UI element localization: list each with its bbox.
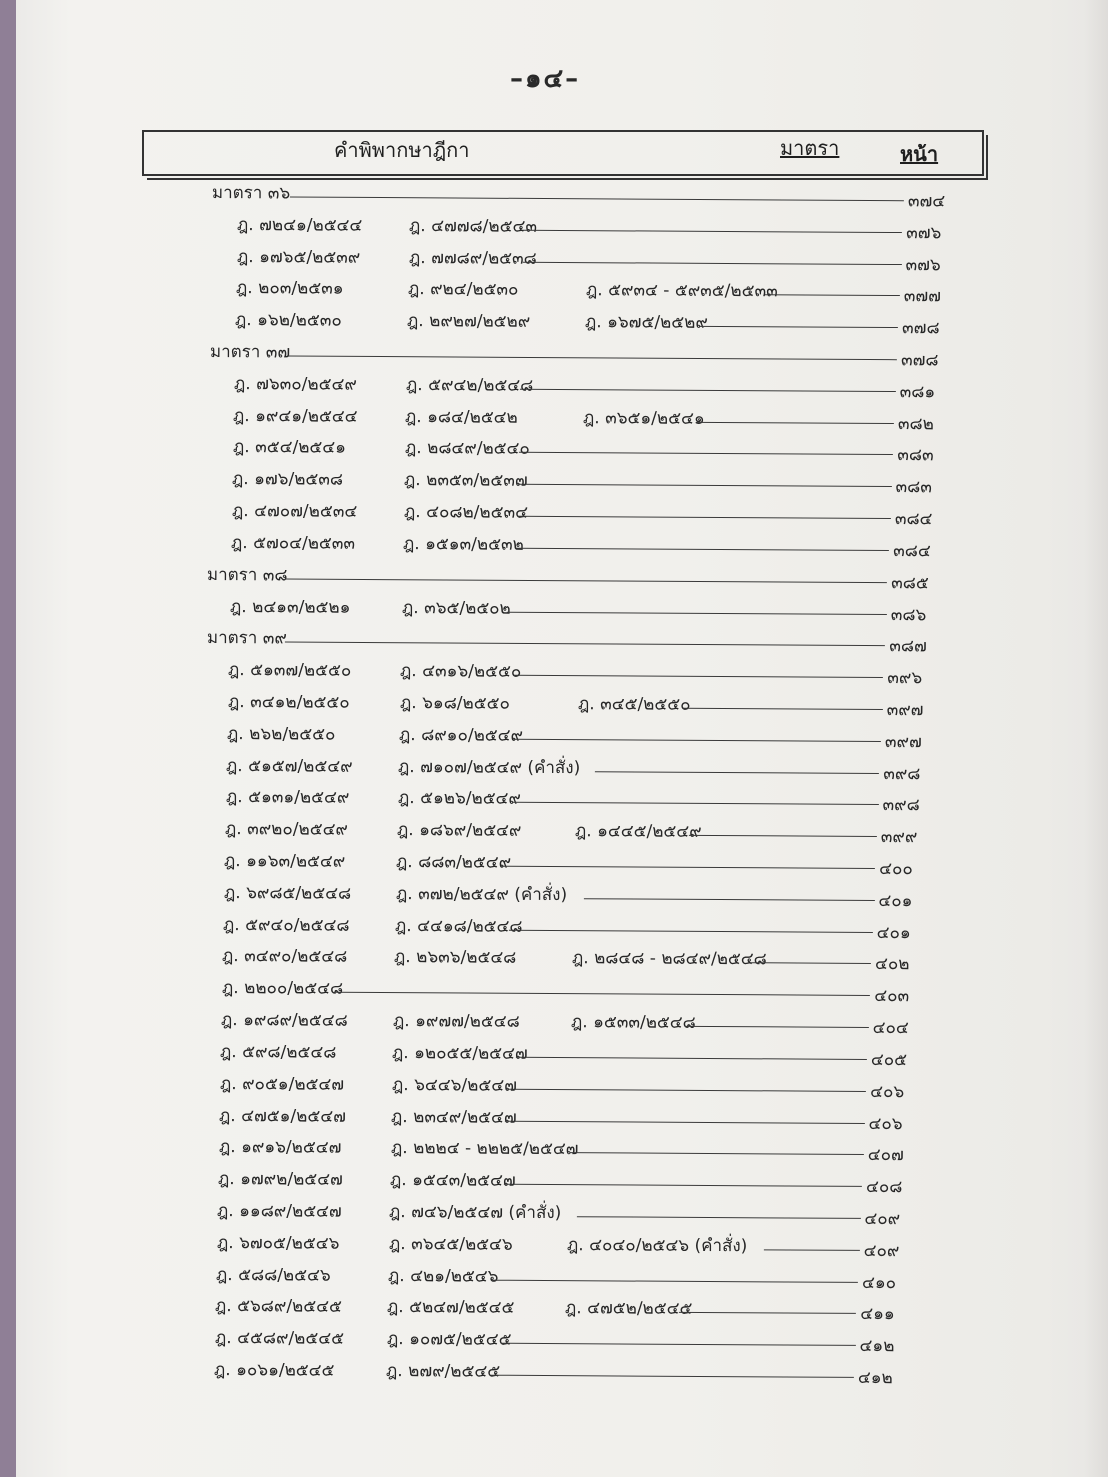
leader-line — [509, 929, 872, 932]
case-citation: ฎ. ๔๗๕๒/๒๕๔๕ — [565, 1298, 693, 1320]
case-citation: ฎ. ๓๖๔๕/๒๕๔๖ — [388, 1233, 513, 1255]
case-citation: ฎ. ๒๘๔๙/๒๕๔๐ — [404, 438, 530, 460]
case-row — [227, 721, 945, 755]
page-reference: ๓๙๘ — [883, 763, 921, 784]
case-citation: ฎ. ๑๙๗๗/๒๕๔๘ — [392, 1011, 520, 1032]
case-row — [233, 434, 958, 468]
leader-line — [505, 1120, 864, 1123]
page-reference: ๔๐๖ — [868, 1113, 903, 1134]
case-citation: ฎ. ๕๘๘/๒๕๔๖ — [215, 1264, 331, 1286]
case-citation: ฎ. ๗๖๓๐/๒๕๔๙ — [233, 373, 357, 395]
case-citation: ฎ. ๔๐๘๒/๒๕๓๔ — [403, 502, 528, 523]
case-citation: ฎ. ๑๑๘๙/๒๕๔๗ — [217, 1200, 343, 1222]
case-citation: ฎ. ๑๙๑๖/๒๕๔๗ — [218, 1137, 342, 1159]
case-citation: ฎ. ๗๔๖/๒๕๔๗ (คำสั่ง) — [389, 1201, 562, 1224]
page-reference: ๔๐๔ — [872, 1018, 909, 1039]
case-row — [231, 498, 954, 532]
case-row — [227, 689, 946, 723]
case-row — [218, 1134, 927, 1168]
case-citation: ฎ. ๙๒๔/๒๕๓๐ — [407, 279, 519, 301]
leader-line — [289, 196, 903, 201]
case-citation: ฎ. ๑๙๘๙/๒๕๔๘ — [220, 1010, 348, 1031]
leader-line — [518, 484, 891, 487]
case-citation: ฎ. ๑๘๔/๒๕๔๒ — [405, 406, 519, 428]
case-row — [214, 1357, 918, 1391]
case-citation: ฎ. ๕๑๒๖/๒๕๔๙ — [397, 788, 521, 810]
section-label: มาตรา ๓๙ — [206, 628, 287, 649]
case-row — [228, 657, 948, 691]
leader-line — [595, 771, 879, 774]
case-citation: ฎ. ๒๐๓/๒๕๓๑ — [235, 278, 344, 300]
leader-line — [506, 1088, 866, 1091]
case-citation: ฎ. ๓๗๒/๒๕๔๙ (คำสั่ง) — [395, 883, 567, 905]
case-row — [223, 912, 937, 946]
case-citation: ฎ. ๒๓๔๙/๒๕๔๗ — [391, 1106, 517, 1128]
case-citation: ฎ. ๓๕๔/๒๕๔๑ — [232, 437, 346, 459]
leader-line — [683, 708, 883, 710]
case-citation: ฎ. ๒๔๑๓/๒๕๒๑ — [229, 596, 351, 618]
page-reference: ๓๙๙ — [880, 827, 918, 848]
case-citation: ฎ. ๔๒๑/๒๕๔๖ — [387, 1265, 499, 1287]
case-row — [231, 530, 953, 564]
leader-line — [765, 295, 900, 297]
case-citation: ฎ. ๑๖๗๕/๒๕๒๙ — [585, 312, 709, 334]
case-row — [224, 880, 939, 914]
case-citation: ฎ. ๕๗๐๔/๒๕๓๓ — [230, 532, 355, 554]
page-reference: ๓๘๓ — [895, 477, 933, 498]
page-reference: ๓๘๒ — [898, 413, 935, 434]
section-label: มาตรา ๓๖ — [211, 182, 291, 204]
section-heading-row — [210, 339, 961, 374]
leader-line — [519, 452, 893, 455]
leader-line — [285, 578, 888, 583]
page-reference: ๔๑๐ — [861, 1272, 897, 1293]
page-reference: ๓๗๖ — [905, 254, 941, 275]
leader-line — [501, 866, 875, 869]
page-reference: ๔๐๑ — [878, 890, 913, 912]
case-citation: ฎ. ๖๗๐๕/๒๕๔๖ — [216, 1232, 340, 1254]
case-citation: ฎ. ๑๑๖๓/๒๕๔๙ — [224, 851, 346, 872]
leader-line — [569, 1152, 863, 1155]
leader-line — [685, 1026, 868, 1028]
case-citation: ฎ. ๔๐๔๐/๒๕๔๖ (คำสั่ง) — [566, 1234, 748, 1256]
section-heading-row — [212, 180, 968, 215]
case-row — [235, 307, 962, 341]
case-citation: ฎ. ๔๓๑๖/๒๕๕๐ — [400, 661, 522, 682]
case-citation: ฎ. ๔๔๑๘/๒๕๔๘ — [394, 915, 523, 937]
case-citation: ฎ. ๑๙๔๑/๒๕๔๔ — [233, 405, 359, 427]
case-row — [220, 1039, 931, 1073]
section-label: มาตรา ๓๗ — [209, 342, 291, 363]
page-reference: ๔๐๕ — [871, 1049, 908, 1071]
case-citation: ฎ. ๔๕๘๙/๒๕๔๕ — [214, 1328, 344, 1349]
case-citation: ฎ. ๑๐๖๑/๒๕๔๕ — [213, 1360, 335, 1381]
page-reference: ๔๑๒ — [859, 1336, 895, 1357]
section-heading-row — [207, 562, 951, 597]
case-row — [225, 784, 942, 818]
case-citation: ฎ. ๓๔๕/๒๕๕๐ — [577, 694, 691, 715]
page-reference: ๓๘๕ — [891, 572, 930, 594]
case-row — [222, 975, 935, 1009]
case-citation: ฎ. ๘๙๑๐/๒๕๔๙ — [398, 724, 524, 746]
case-row — [236, 275, 964, 309]
case-row — [237, 212, 966, 246]
leader-line — [698, 422, 895, 424]
leader-line — [689, 835, 877, 837]
case-citation: ฎ. ๒๖๒/๒๕๕๐ — [226, 723, 336, 745]
case-citation: ฎ. ๒๒๒๔ - ๒๒๒๕/๒๕๔๗ — [390, 1138, 579, 1160]
case-citation: ฎ. ๒๘๔๘ - ๒๘๔๙/๒๕๔๘ — [572, 948, 768, 970]
leader-line — [336, 992, 870, 996]
page-reference: ๓๗๔ — [907, 191, 946, 212]
case-citation: ฎ. ๗๗๘๙/๒๕๓๘ — [408, 247, 537, 269]
page-reference: ๓๘๓ — [896, 445, 934, 466]
case-row — [216, 1262, 922, 1296]
case-citation: ฎ. ๒๓๕๓/๒๕๓๗ — [404, 470, 528, 492]
header-judgment-column: คำพิพากษาฎีกา — [334, 138, 470, 162]
page-reference: ๓๘๖ — [890, 604, 926, 625]
page-reference: ๓๘๑ — [899, 381, 936, 403]
page-reference: ๓๗๘ — [902, 318, 941, 339]
case-row — [232, 466, 956, 500]
case-row — [214, 1325, 919, 1359]
leader-line — [764, 1249, 860, 1251]
leader-line — [491, 1375, 854, 1378]
case-row — [220, 1071, 930, 1105]
case-citation: ฎ. ๗๒๔๑/๒๕๔๔ — [237, 214, 363, 236]
case-citation: ฎ. ๑๕๔๓/๒๕๔๗ — [389, 1170, 516, 1191]
case-citation: ฎ. ๑๗๙๒/๒๕๔๗ — [217, 1169, 343, 1190]
page-reference: ๔๐๖ — [869, 1081, 905, 1102]
case-citation: ฎ. ๑๖๒/๒๕๓๐ — [235, 310, 343, 331]
case-row — [229, 594, 950, 628]
page-reference: ๓๗๖ — [906, 222, 942, 244]
leader-line — [504, 1184, 862, 1187]
page-reference: ๔๐๙ — [863, 1240, 900, 1261]
case-citation: ฎ. ๓๔๑๒/๒๕๕๐ — [227, 691, 350, 713]
leader-line — [518, 516, 891, 519]
case-row — [219, 1103, 929, 1137]
leader-line — [523, 261, 901, 264]
case-citation: ฎ. ๑๐๗๕/๒๕๔๕ — [386, 1329, 512, 1350]
page-reference: ๓๘๗ — [888, 636, 927, 657]
case-citation: ฎ. ๑๗๖/๒๕๓๘ — [232, 469, 344, 490]
case-citation: ฎ. ๕๙๓๔ - ๕๙๓๕/๒๕๓๓ — [585, 280, 778, 302]
case-citation: ฎ. ๑๕๓๓/๒๕๔๘ — [570, 1012, 697, 1033]
case-row — [217, 1198, 925, 1232]
page-reference: ๓๘๔ — [894, 509, 933, 530]
leader-line — [577, 1216, 861, 1219]
leader-line — [751, 963, 871, 965]
case-citation: ฎ. ๙๐๕๑/๒๕๔๗ — [219, 1073, 344, 1095]
case-row — [233, 403, 958, 437]
case-citation: ฎ. ๕๙๘/๒๕๔๘ — [220, 1041, 337, 1063]
page-reference: ๔๐๐ — [879, 859, 914, 880]
case-citation: ฎ. ๑๒๐๕๕/๒๕๔๗ — [392, 1042, 529, 1064]
page-reference: ๔๐๗ — [867, 1145, 904, 1166]
leader-line — [512, 802, 878, 805]
case-row — [226, 753, 944, 787]
case-citation: ฎ. ๒๒๐๐/๒๕๔๘ — [221, 978, 343, 1000]
page-reference: ๔๐๒ — [875, 954, 910, 975]
page-reference: ๔๐๙ — [864, 1208, 901, 1230]
case-citation: ฎ. ๑๘๖๙/๒๕๔๙ — [396, 820, 522, 842]
page-reference: ๓๙๘ — [882, 795, 920, 816]
case-citation: ฎ. ๘๘๓/๒๕๔๙ — [396, 852, 512, 873]
case-citation: ฎ. ๑๔๔๕/๒๕๔๙ — [574, 821, 702, 843]
leader-line — [284, 642, 885, 647]
page-reference: ๔๑๑ — [860, 1304, 896, 1325]
leader-line — [700, 326, 899, 328]
case-citation: ฎ. ๕๑๓๗/๒๕๕๐ — [228, 660, 352, 681]
page-reference: ๓๙๖ — [887, 668, 923, 689]
case-row — [234, 371, 960, 405]
leader-line — [513, 739, 881, 742]
case-citation: ฎ. ๔๗๐๗/๒๕๓๔ — [231, 501, 357, 522]
page-reference: ๓๗๗ — [903, 286, 942, 307]
case-row — [218, 1166, 926, 1200]
page-reference: ๔๐๑ — [876, 922, 911, 943]
case-citation: ฎ. ๔๗๕๑/๒๕๔๗ — [219, 1105, 347, 1127]
case-citation: ฎ. ๓๔๙๐/๒๕๔๘ — [222, 946, 348, 968]
page-reference: ๓๙๗ — [884, 731, 922, 753]
case-citation: ฎ. ๑๗๖๕/๒๕๓๙ — [236, 246, 360, 268]
case-row — [221, 1007, 933, 1041]
case-row — [216, 1230, 923, 1264]
case-citation: ฎ. ๖๔๔๖/๒๕๔๗ — [391, 1074, 517, 1096]
page-reference: ๔๐๘ — [865, 1177, 903, 1198]
case-citation: ฎ. ๒๙๒๗/๒๕๒๙ — [407, 311, 531, 333]
case-citation: ฎ. ๒๖๓๖/๒๕๔๘ — [394, 947, 517, 969]
leader-line — [524, 230, 903, 233]
case-citation: ฎ. ๕๙๔๐/๒๕๔๘ — [222, 914, 350, 936]
case-citation: ฎ. ๖๑๘/๒๕๕๐ — [399, 693, 510, 714]
case-citation: ฎ. ๕๑๕๗/๒๕๔๙ — [226, 755, 353, 777]
leader-line — [288, 356, 898, 361]
leader-line — [520, 389, 895, 392]
leader-line — [507, 611, 887, 614]
leader-line — [493, 1279, 858, 1282]
case-row — [222, 943, 935, 977]
case-row — [225, 816, 941, 850]
leader-line — [501, 1343, 855, 1346]
header-section-column: มาตรา — [780, 136, 840, 160]
case-citation: ฎ. ๑๕๑๓/๒๕๓๒ — [402, 533, 524, 555]
header-page-column: หน้า — [900, 142, 939, 166]
case-citation: ฎ. ๓๖๕๑/๒๕๔๑ — [583, 407, 706, 429]
leader-line — [517, 548, 889, 551]
case-citation: ฎ. ๖๙๘๕/๒๕๔๘ — [223, 882, 351, 904]
leader-line — [584, 898, 875, 901]
case-row — [215, 1293, 921, 1327]
case-citation: ฎ. ๓๙๒๐/๒๕๔๙ — [224, 819, 348, 840]
case-citation: ฎ. ๕๒๔๗/๒๕๔๕ — [387, 1297, 515, 1319]
case-citation: ฎ. ๕๖๘๙/๒๕๔๕ — [215, 1296, 343, 1318]
case-citation: ฎ. ๕๙๔๒/๒๕๔๘ — [405, 374, 534, 396]
case-citation: ฎ. ๓๖๕/๒๕๐๒ — [401, 597, 511, 619]
leader-line — [515, 675, 884, 678]
case-row — [224, 848, 939, 882]
case-citation: ฎ. ๗๑๐๗/๒๕๔๙ (คำสั่ง) — [398, 756, 581, 778]
page-reference: ๔๑๒ — [857, 1367, 893, 1389]
page-reference: ๓๙๗ — [886, 699, 924, 721]
case-citation: ฎ. ๔๗๗๘/๒๕๔๓ — [409, 215, 538, 237]
page-reference: ๓๘๔ — [892, 540, 931, 562]
page-reference: ๓๗๘ — [901, 350, 939, 371]
case-citation: ฎ. ๒๗๙/๒๕๔๕ — [385, 1361, 501, 1382]
page-reference: ๔๐๓ — [874, 986, 910, 1007]
leader-line — [516, 1057, 867, 1060]
page-number: –๑๔– — [510, 64, 581, 94]
case-row — [237, 244, 966, 278]
leader-line — [680, 1312, 857, 1314]
section-heading-row — [207, 625, 950, 660]
case-citation: ฎ. ๕๑๓๑/๒๕๔๙ — [225, 787, 350, 809]
section-label: มาตรา ๓๘ — [207, 564, 289, 586]
